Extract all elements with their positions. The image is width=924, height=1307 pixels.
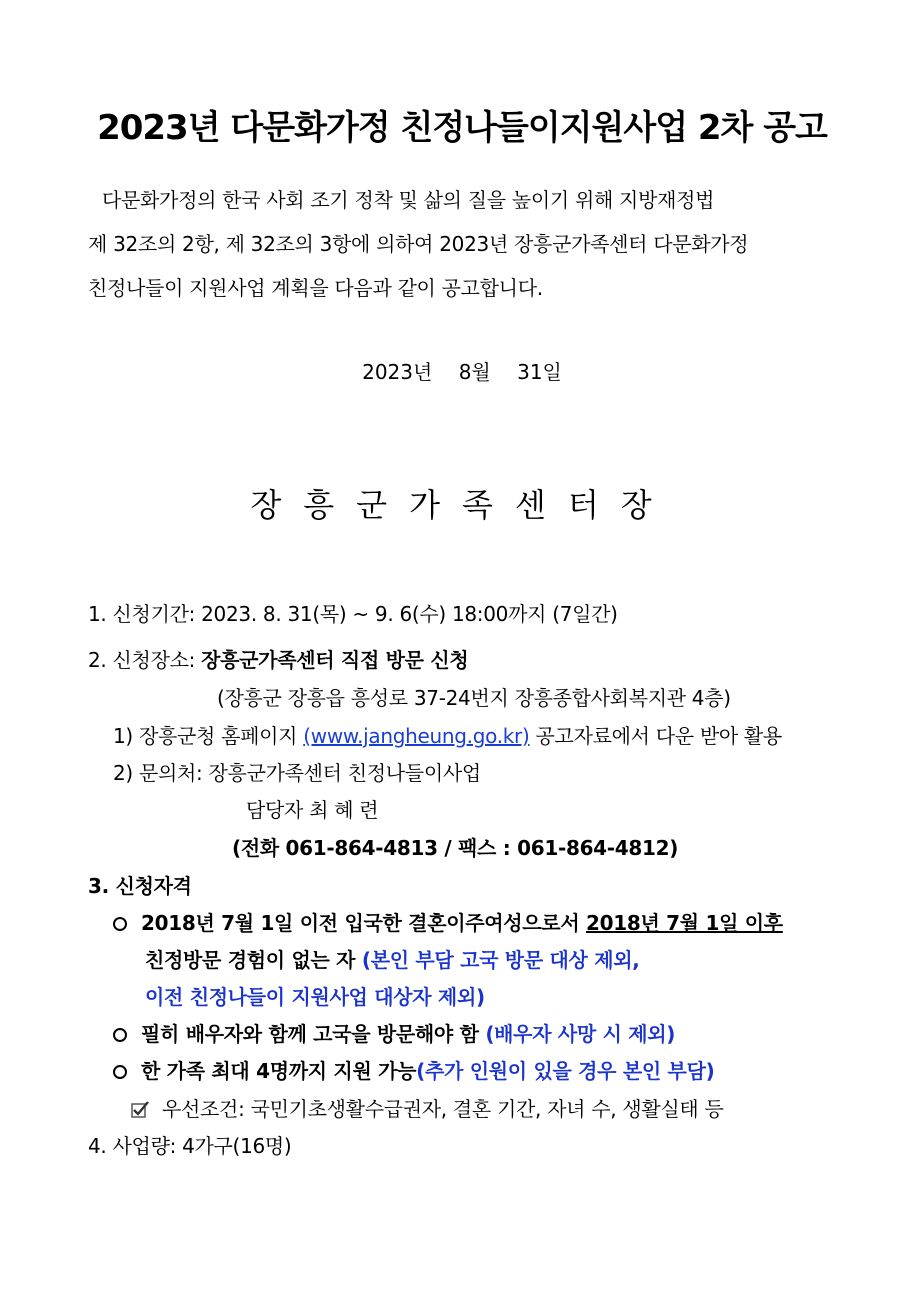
announcement-date (0, 356, 924, 385)
homepage-prefix: 1) 장흥군청 홈페이지 (113, 724, 304, 748)
circle-bullet-icon (113, 1028, 127, 1042)
priority-text: 우선조건: 국민기초생활수급권자, 결혼 기간, 자녀 수, 생활실태 등 (162, 1097, 724, 1121)
date-month: 8월 (458, 360, 491, 384)
item-place-label: 2. 신청장소: (88, 648, 202, 672)
date-year: 2023년 (362, 360, 433, 384)
item-homepage (113, 720, 782, 749)
item-place-value: 장흥군가족센터 직접 방문 신청 (201, 648, 469, 672)
criterion-2-text-b: (배우자 사망 시 제외) (485, 1022, 676, 1046)
intro-line-1: 다문화가정의 한국 사회 조기 정착 및 삶의 질을 높이기 위해 지방재정법 (102, 188, 715, 212)
item-contact-phone-fax: (전화 061-864-4813 / 팩스 : 061-864-4812) (232, 836, 679, 860)
criterion-1-text-a: 2018년 7월 1일 이전 입국한 결혼이주여성으로서 (141, 911, 587, 935)
date-day: 31일 (517, 360, 562, 384)
circle-bullet-icon (113, 917, 127, 931)
criterion-1-text-d: (본인 부담 고국 방문 대상 제외, (361, 948, 640, 972)
intro-line-2: 제 32조의 2항, 제 32조의 3항에 의하여 2023년 장흥군가족센터 다문화가정 (88, 232, 749, 256)
eligibility-criterion-3 (113, 1055, 714, 1084)
item-place-address: (장흥군 장흥읍 흥성로 37-24번지 장흥종합사회복지관 4층) (217, 686, 731, 710)
checkbox-icon (130, 1099, 150, 1119)
criterion-1-text-c: 친정방문 경험이 없는 자 (145, 948, 362, 972)
page-title: 2023년 다문화가정 친정나들이지원사업 2차 공고 (97, 108, 827, 148)
item-application-period: 1. 신청기간: 2023. 8. 31(목) ~ 9. 6(수) 18:00까지 (7일간) (88, 602, 618, 626)
eligibility-criterion-1-cont (145, 944, 640, 973)
intro-paragraph (88, 178, 840, 310)
item-eligibility-heading: 3. 신청자격 (88, 874, 192, 898)
intro-line-3: 친정나들이 지원사업 계획을 다음과 같이 공고합니다. (88, 276, 543, 300)
item-application-place (88, 644, 468, 673)
eligibility-criterion-1 (113, 907, 783, 936)
item-project-scale: 4. 사업량: 4가구(16명) (88, 1134, 292, 1158)
priority-conditions (130, 1093, 724, 1122)
criterion-3-text-b: (추가 인원이 있을 경우 본인 부담) (416, 1059, 715, 1083)
item-contact-person: 담당자 최 혜 련 (246, 798, 379, 822)
criterion-1-text-e: 이전 친정나들이 지원사업 대상자 제외) (145, 985, 485, 1009)
criterion-1-text-b: 2018년 7월 1일 이후 (586, 911, 783, 935)
criterion-3-text-a: 한 가족 최대 4명까지 지원 가능 (141, 1059, 417, 1083)
homepage-link[interactable]: (www.jangheung.go.kr) (303, 724, 530, 748)
criterion-2-text-a: 필히 배우자와 함께 고국을 방문해야 함 (141, 1022, 486, 1046)
eligibility-criterion-2 (113, 1018, 675, 1047)
circle-bullet-icon (113, 1065, 127, 1079)
homepage-suffix: 공고자료에서 다운 받아 활용 (529, 724, 782, 748)
signer-name: 장흥군가족센터장 (250, 486, 674, 524)
item-contact: 2) 문의처: 장흥군가족센터 친정나들이사업 (113, 761, 481, 785)
